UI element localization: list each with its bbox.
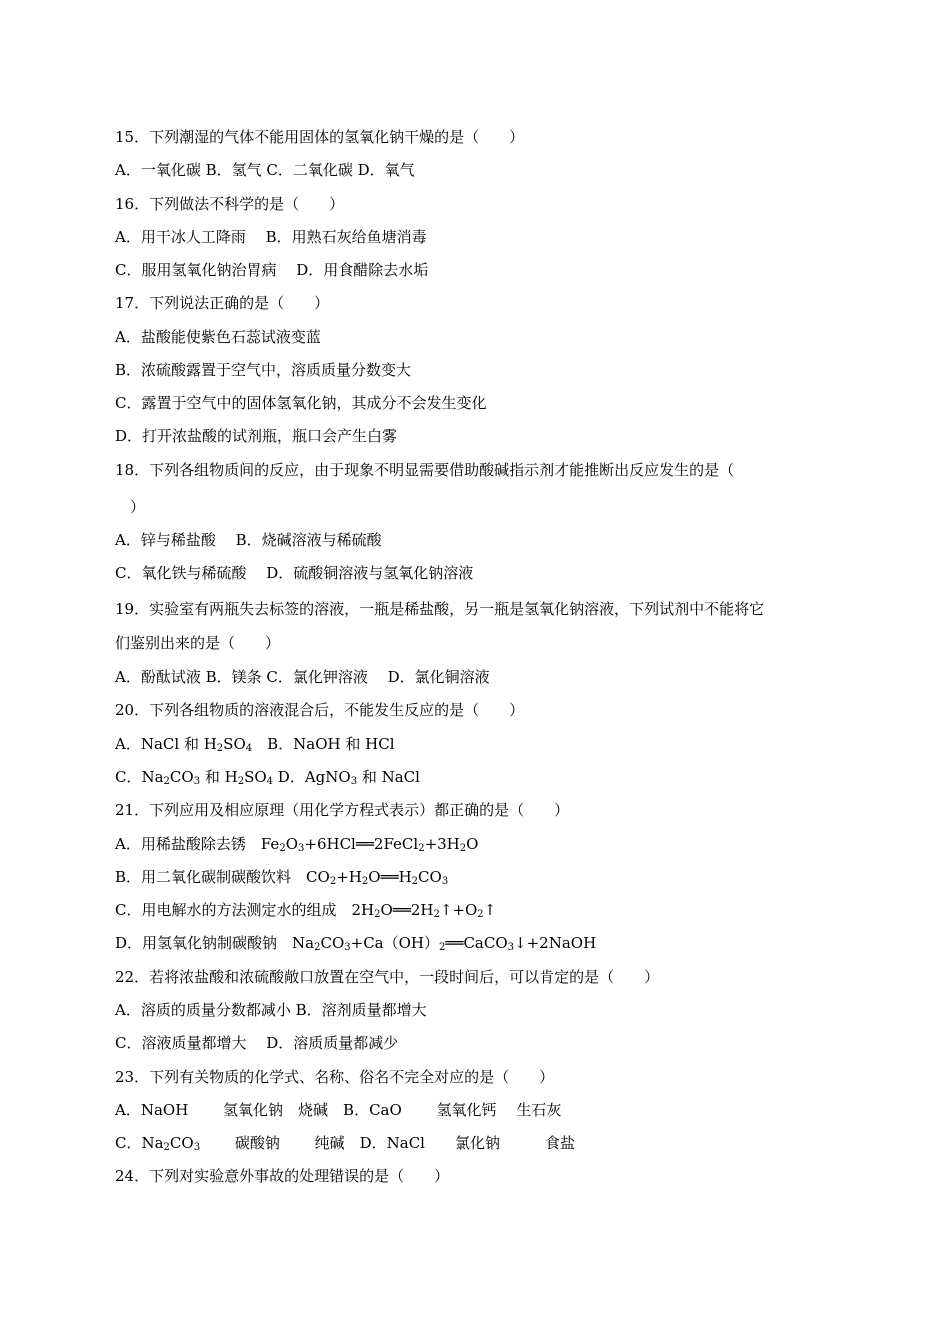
question-18-options-cd: C．氧化铁与稀硫酸 D．硫酸铜溶液与氢氧化钠溶液: [115, 564, 474, 582]
question-15-stem: 15．下列潮湿的气体不能用固体的氢氧化钠干燥的是（ ）: [115, 128, 525, 146]
question-17-option-c: C．露置于空气中的固体氢氧化钠，其成分不会发生变化: [115, 394, 487, 412]
question-20-stem: 20．下列各组物质的溶液混合后，不能发生反应的是（ ）: [115, 701, 525, 719]
question-15-options: A．一氧化碳 B．氢气 C．二氧化碳 D．氧气: [115, 161, 415, 179]
question-16-stem: 16．下列做法不科学的是（ ）: [115, 195, 345, 213]
question-20-options-ab: A．NaCl 和 $H_2SO_4$ B．NaOH 和 HCl: [115, 735, 395, 754]
question-19-stem-cont: 们鉴别出来的是（ ）: [115, 634, 281, 652]
question-17-option-d: D．打开浓盐酸的试剂瓶，瓶口会产生白雾: [115, 427, 398, 445]
question-16-options-ab: A．用干冰人工降雨 B．用熟石灰给鱼塘消毒: [115, 228, 427, 246]
question-21-option-d: D．用氢氧化钠制碳酸钠 $Na_2CO_3+Ca(OH)_2══CaCO_3↓+2NaOH$: [115, 934, 597, 953]
question-23-stem: 23．下列有关物质的化学式、名称、俗名不完全对应的是（ ）: [115, 1068, 555, 1086]
question-18-stem-cont: ）: [115, 498, 146, 516]
question-17-option-a: A．盐酸能使紫色石蕊试液变蓝: [115, 328, 321, 346]
question-22-options-cd: C．溶液质量都增大 D．溶质质量都减少: [115, 1034, 399, 1052]
question-21-stem: 21．下列应用及相应原理（用化学方程式表示）都正确的是（ ）: [115, 801, 570, 819]
question-21-option-a: A．用稀盐酸除去锈 $Fe_2O_3+6HCl══2FeCl_2+3H_2O$: [115, 835, 479, 854]
question-21-option-b: B．用二氧化碳制碳酸饮料 $CO_2+H_2O══H_2CO_3$: [115, 868, 449, 887]
question-24-stem: 24．下列对实验意外事故的处理错误的是（ ）: [115, 1167, 450, 1185]
question-22-options-ab: A．溶质的质量分数都减小 B．溶剂质量都增大: [115, 1001, 427, 1019]
question-22-stem: 22．若将浓盐酸和浓硫酸敞口放置在空气中，一段时间后，可以肯定的是（ ）: [115, 968, 660, 986]
question-23-options-cd: C．$Na_2CO_3$ 碳酸钠 纯碱 D．NaCl 氯化钠 食盐: [115, 1134, 575, 1153]
question-20-options-cd: C．$Na_2CO_3$ 和 $H_2SO_4$ D．AgNO$_3$ 和 NaCl: [115, 768, 420, 787]
question-16-options-cd: C．服用氢氧化钠治胃病 D．用食醋除去水垢: [115, 261, 429, 279]
question-19-stem: 19．实验室有两瓶失去标签的溶液，一瓶是稀盐酸，另一瓶是氢氧化钠溶液，下列试剂中不能将它: [115, 600, 765, 618]
question-21-option-c: C．用电解水的方法测定水的组成 $2H_2O══2H_2↑+O_2↑$: [115, 901, 497, 920]
question-18-stem: 18．下列各组物质间的反应，由于现象不明显需要借助酸碱指示剂才能推断出反应发生的是（: [115, 461, 735, 479]
question-23-options-ab: A．NaOH 氢氧化钠 烧碱 B．CaO 氢氧化钙 生石灰: [115, 1101, 562, 1119]
question-17-stem: 17．下列说法正确的是（ ）: [115, 294, 330, 312]
question-18-options-ab: A．锌与稀盐酸 B．烧碱溶液与稀硫酸: [115, 531, 382, 549]
question-19-options: A．酚酞试液 B．镁条 C．氯化钾溶液 D．氯化铜溶液: [115, 668, 490, 686]
question-17-option-b: B．浓硫酸露置于空气中，溶质质量分数变大: [115, 361, 412, 379]
